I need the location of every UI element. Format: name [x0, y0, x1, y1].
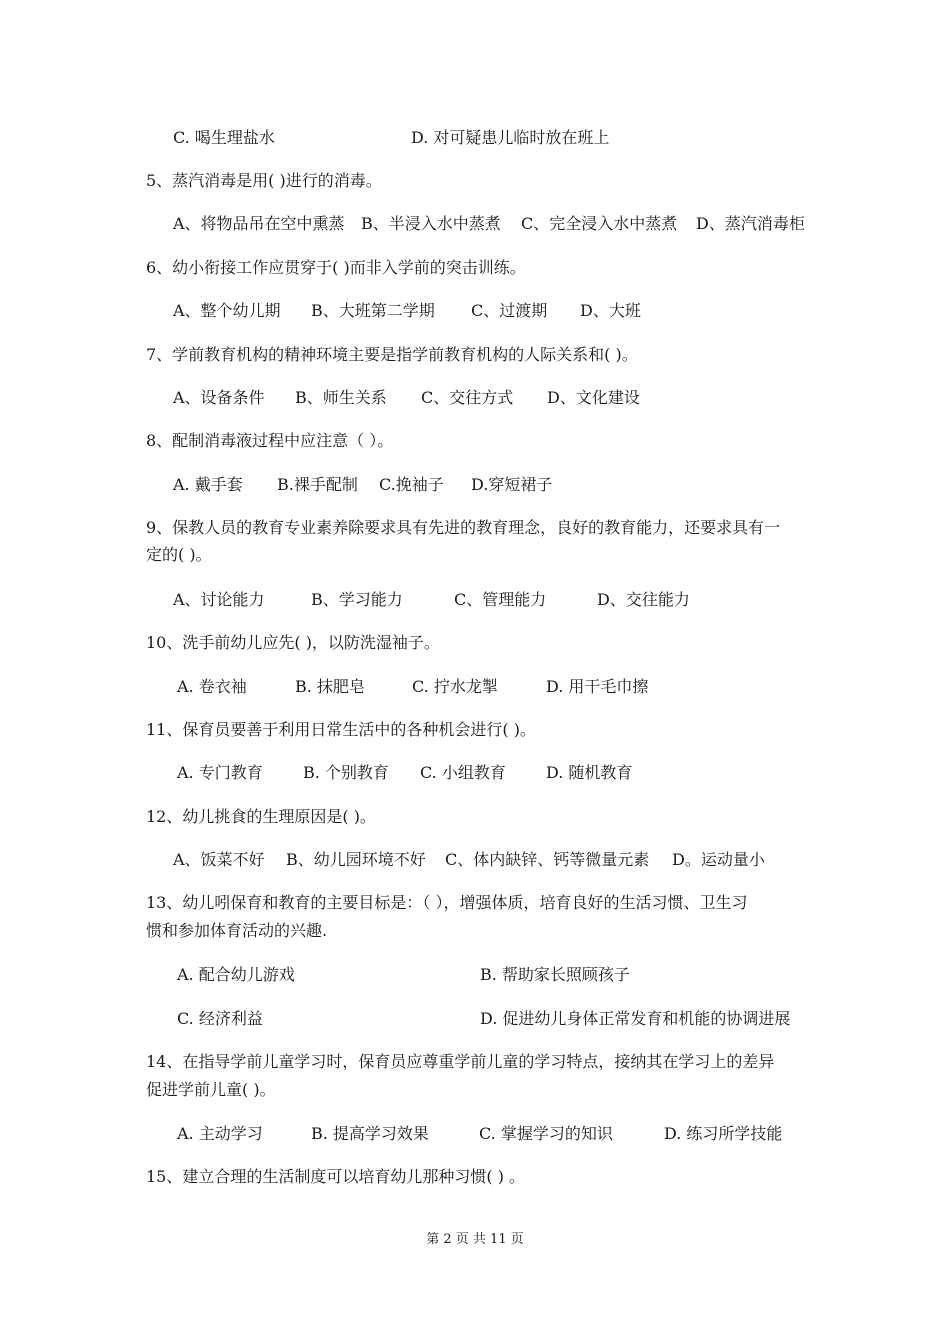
option-d: D. 练习所学技能 — [664, 1124, 783, 1143]
option-d: D、大班 — [580, 301, 641, 320]
option-d: D. 随机教育 — [546, 763, 633, 782]
question-7-stem: 7、学前教育机构的精神环境主要是指学前教育机构的人际关系和( )。 — [146, 345, 638, 364]
option-d: D. 用干毛巾擦 — [546, 677, 649, 696]
question-9-stem-line1: 9、保教人员的教育专业素养除要求具有先进的教育理念，良好的教育能力，还要求具有一 — [146, 518, 781, 537]
option-c: C、体内缺锌、钙等微量元素 — [445, 850, 650, 869]
option-a: A. 配合幼儿游戏 — [177, 965, 295, 984]
option-b: B、大班第二学期 — [311, 301, 435, 320]
option-b: B. 提高学习效果 — [311, 1124, 429, 1143]
option-c: C. 喝生理盐水 — [173, 128, 275, 147]
option-d: D.穿短裙子 — [471, 475, 553, 494]
question-10-stem: 10、洗手前幼儿应先( )，以防洗湿袖子。 — [146, 633, 440, 652]
option-b: B.裸手配制 — [277, 475, 358, 494]
option-b: B、半浸入水中蒸煮 — [361, 214, 501, 233]
option-b: B、学习能力 — [311, 590, 403, 609]
question-14-stem-line2: 促进学前儿童( )。 — [146, 1080, 276, 1099]
option-c: C. 经济利益 — [177, 1009, 263, 1028]
option-b: B、幼儿园环境不好 — [286, 850, 426, 869]
question-13-stem-line1: 13、幼儿吲保育和教育的主要目标是：（ ），增强体质，培育良好的生活习惯、卫生习 — [146, 893, 748, 912]
option-c: C.挽袖子 — [379, 475, 444, 494]
question-5-stem: 5、蒸汽消毒是用( )进行的消毒。 — [146, 171, 382, 190]
option-d: D、蒸汽消毒柜 — [696, 214, 805, 233]
option-c: C、完全浸入水中蒸煮 — [521, 214, 678, 233]
option-a: A. 卷衣袖 — [177, 677, 247, 696]
option-b: B. 帮助家长照顾孩子 — [480, 965, 630, 984]
option-a: A、设备条件 — [173, 388, 265, 407]
option-d: D. 促进幼儿身体正常发育和机能的协调进展 — [480, 1009, 791, 1028]
option-a: A、整个幼儿期 — [173, 301, 281, 320]
question-11-stem: 11、保育员要善于利用日常生活中的各种机会进行( )。 — [146, 720, 536, 739]
option-d: D、交往能力 — [597, 590, 690, 609]
option-c: C、过渡期 — [471, 301, 548, 320]
option-a: A、将物品吊在空中熏蒸 — [173, 214, 345, 233]
option-d: D。运动量小 — [672, 850, 765, 869]
option-c: C、交往方式 — [421, 388, 514, 407]
option-d: D. 对可疑患儿临时放在班上 — [411, 128, 610, 147]
option-b: B. 抹肥皂 — [295, 677, 365, 696]
option-c: C、管理能力 — [454, 590, 547, 609]
option-c: C. 掌握学习的知识 — [479, 1124, 613, 1143]
option-a: A. 主动学习 — [177, 1124, 263, 1143]
option-c: C. 小组教育 — [420, 763, 506, 782]
question-12-stem: 12、幼儿挑食的生理原因是( )。 — [146, 807, 376, 826]
option-d: D、文化建设 — [547, 388, 640, 407]
option-a: A、饭菜不好 — [173, 850, 265, 869]
question-13-stem-line2: 惯和参加体育活动的兴趣. — [146, 921, 328, 940]
option-a: A. 专门教育 — [177, 763, 263, 782]
question-9-stem-line2: 定的( )。 — [146, 545, 212, 564]
question-14-stem-line1: 14、在指导学前儿童学习时，保育员应尊重学前儿童的学习特点，接纳其在学习上的差异 — [146, 1052, 775, 1071]
option-b: B. 个别教育 — [303, 763, 389, 782]
option-b: B、师生关系 — [295, 388, 387, 407]
page-number-footer: 第 2 页 共 11 页 — [426, 1232, 524, 1247]
question-8-stem: 8、配制消毒液过程中应注意（ ）。 — [146, 431, 394, 450]
option-a: A、讨论能力 — [173, 590, 265, 609]
option-a: A. 戴手套 — [173, 475, 243, 494]
option-c: C. 拧水龙掣 — [412, 677, 498, 696]
question-15-stem: 15、建立合理的生活制度可以培育幼儿那种习惯( ) 。 — [146, 1167, 526, 1186]
question-6-stem: 6、幼小衔接工作应贯穿于( )而非入学前的突击训练。 — [146, 258, 526, 277]
